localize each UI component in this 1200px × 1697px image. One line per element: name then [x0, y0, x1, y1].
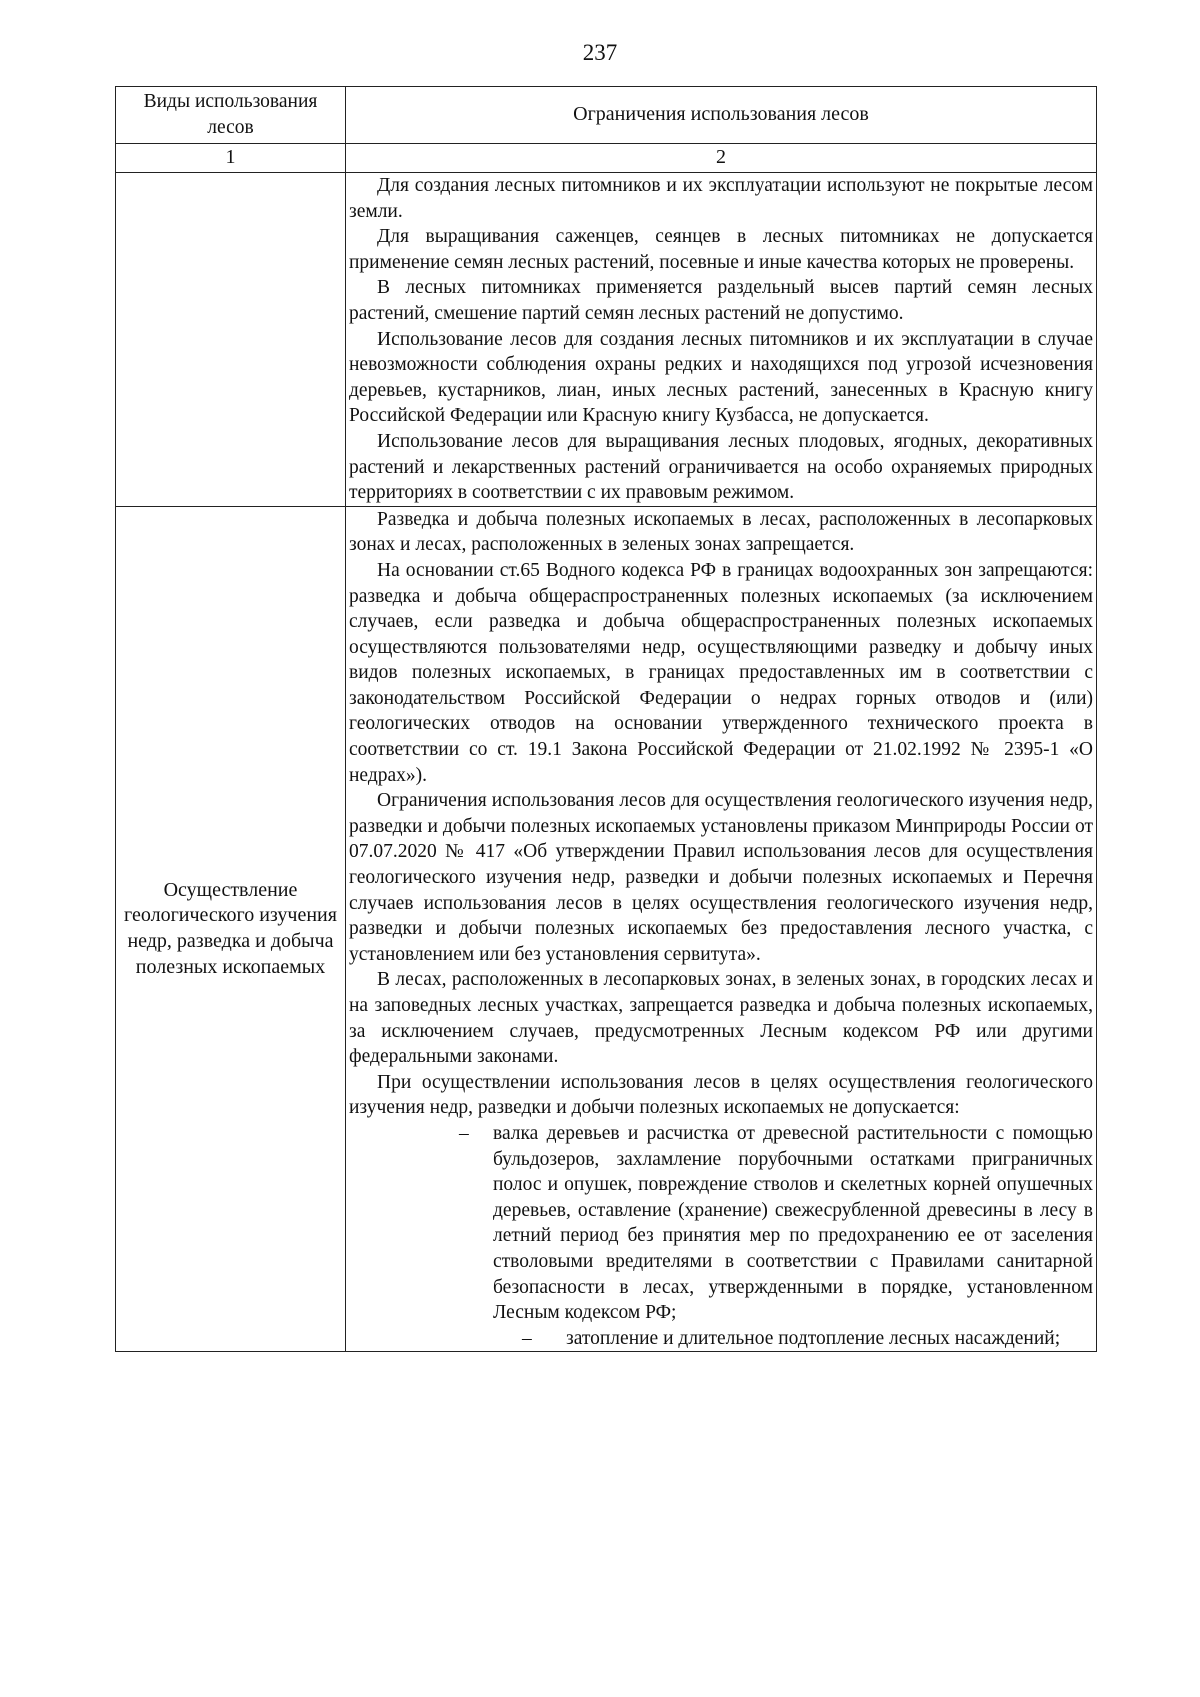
- table-row: [116, 173, 1097, 507]
- header-col-use-types: Виды использования лесов: [116, 87, 346, 144]
- paragraph: Использование лесов для выращивания лесных плодовых, ягодных, декоративных растений и лекарственных растений ограничивается на особо охраняемых природных территориях в соответствии с их правовым режимом.: [349, 430, 1093, 504]
- paragraph: Ограничения использования лесов для осуществления геологического изучения недр, разведки и добычи полезных ископаемых установлены приказом Минприроды России от 07.07.2020 № 417 «Об утверждении Правил использования лесов для осуществления геологического изучения недр, разведки и добычи полезных ископаемых и Перечня случаев использования лесов в целях осуществления геологического изучения недр, разведки и добычи полезных ископаемых без предоставления лесного участка, с установлением или без установления сервитута».: [349, 790, 1093, 965]
- row1-restrictions: [346, 173, 1097, 507]
- paragraph: В лесах, расположенных в лесопарковых зонах, в зеленых зонах, в городских лесах и на заповедных лесных участках, запрещается разведка и добыча полезных ископаемых, за исключением случаев, предусмотренных Лесным кодексом РФ или другими федеральными законами.: [349, 969, 1093, 1068]
- paragraph: На основании ст.65 Водного кодекса РФ в границах водоохранных зон запрещаются: разведка и добыча общераспространенных полезных ископаемых (за исключением случаев, если разведка и добыча общераспространенных полезных ископаемых осуществляются пользователями недр, осуществляющими разведку и добычу иных видов полезных ископаемых, в границах предоставленных им в соответствии с законодательством Российской Федерации о недрах горных отводов и (или) геологических отводов на основании утвержденного технического проекта в соответствии со ст. 19.1 Закона Российской Федерации от 21.02.1992 № 2395-1 «О недрах»).: [349, 559, 1093, 786]
- column-number-1: 1: [116, 144, 346, 173]
- list-item: [349, 1121, 1093, 1326]
- paragraph: При осуществлении использования лесов в целях осуществления геологического изучения недр, разведки и добычи полезных ископаемых не допускается:: [349, 1071, 1093, 1119]
- paragraph: Для создания лесных питомников и их эксплуатации используют не покрытые лесом земли.: [349, 175, 1093, 222]
- page-number: 237: [582, 40, 618, 65]
- paragraph: Использование лесов для создания лесных питомников и их эксплуатации в случае невозможности соблюдения охраны редких и находящихся под угрозой исчезновения деревьев, кустарников, лиан, иных лесных растений, занесенных в Красную книгу Российской Федерации или Красную книгу Кузбасса, не допускается.: [349, 328, 1093, 427]
- forest-use-table: [115, 86, 1097, 1352]
- paragraph: Разведка и добыча полезных ископаемых в лесах, расположенных в лесопарковых зонах и лесах, расположенных в зеленых зонах запрещается.: [349, 508, 1093, 556]
- dash-bullet: –: [459, 1122, 469, 1144]
- row2-use-type: Осуществление геологического изучения недр, разведка и добыча полезных ископаемых: [116, 506, 346, 1352]
- table-number-row: [116, 144, 1097, 173]
- list-item-text: затопление и длительное подтопление лесных насаждений;: [566, 1327, 1061, 1349]
- list-item-text: валка деревьев и расчистка от древесной растительности с помощью бульдозеров, захламление порубочными остатками приграничных полос и опушек, повреждение стволов и скелетных корней опушечных деревьев, оставление (хранение) свежесрубленной древесины в лесу в летний период без принятия мер по предохранению ее от заселения стволовыми вредителями в соответствии с Правилами санитарной безопасности в лесах, утвержденными в порядке, установленном Лесным кодексом РФ;: [493, 1122, 1093, 1324]
- table-row: [116, 506, 1097, 1352]
- dash-bullet: –: [522, 1327, 532, 1349]
- header-col-restrictions: Ограничения использования лесов: [346, 87, 1097, 144]
- list-item: [349, 1326, 1093, 1352]
- paragraph: В лесных питомниках применяется раздельный высев партий семян лесных растений, смешение партий семян лесных растений не допустимо.: [349, 277, 1093, 324]
- row2-restrictions: [346, 506, 1097, 1352]
- table-header-row: [116, 87, 1097, 144]
- paragraph: Для выращивания саженцев, сеянцев в лесных питомниках не допускается применение семян лесных растений, посевные и иные качества которых не проверены.: [349, 226, 1093, 273]
- row1-use-type: [116, 173, 346, 507]
- column-number-2: 2: [346, 144, 1097, 173]
